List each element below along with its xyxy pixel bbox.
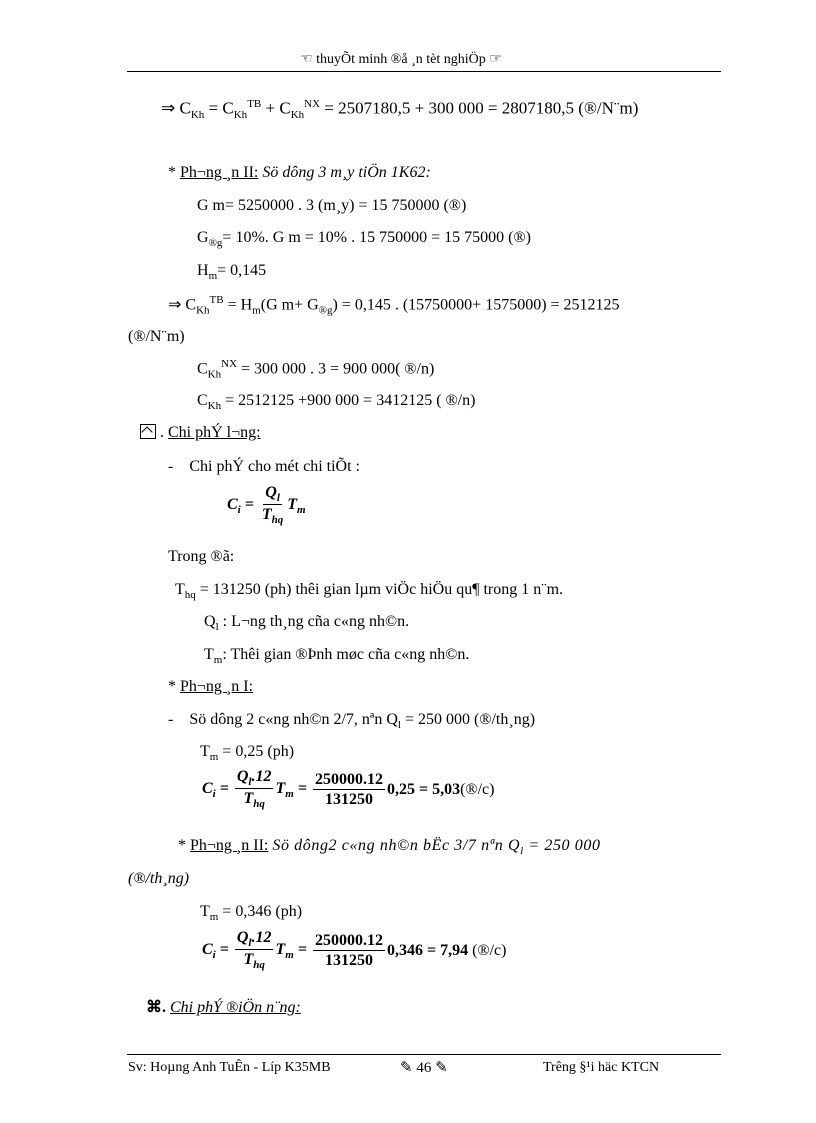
option-2-heading: * Ph¬ng ¸n II: Sö dông 3 m¸y tiÖn 1K62:	[168, 164, 431, 181]
option-1-tm: $T_m = 0,25$ (ph)	[200, 743, 295, 764]
header-rule	[127, 71, 721, 72]
line-ckh: $C_{Kh} = 2512125 +900$ 000 = 3412125 ( ®/n)	[197, 392, 476, 413]
box-arrow-icon	[140, 424, 156, 439]
ornament-left-icon: ✎	[400, 1060, 413, 1076]
option-description: Sö dông 3 m¸y tiÖn 1K62:	[262, 164, 431, 181]
formula-option-1: $C_i$ = $\frac{Q_l.12}{T_{hq}}$ $T_m$ = $\frac{250000.12}{131250}$ 0,25 = 5,03 (®/c)	[202, 768, 495, 811]
option-1-heading: * Ph¬ng ¸n I:	[168, 678, 254, 695]
section-title: Chi phÝ l¬ng:	[168, 424, 261, 441]
line-g-install: $G_{®g}= 10\%$. G m = 10% . 15 750000 = 15 75000 (®)	[197, 229, 531, 250]
option-1-desc: - Sö dông 2 c«ng nh©n 2/7, nªn $Q_l = 250$ 000 (®/th¸ng)	[168, 711, 536, 732]
formula-cost-general: $C_i$ = $\frac{Q_l}{T_{hq}}$ $T_m$	[227, 484, 306, 527]
line-ckh-tb-unit: (®/N¨m)	[128, 328, 185, 345]
def-thq: $T_{hq} = 131250$ (ph) thêi gian lµm viÖc hiÖu qu¶ trong 1 n¨m.	[175, 581, 564, 602]
bullet-cost-per-part: - Chi phÝ cho mét chi tiÕt :	[168, 458, 360, 475]
footer-school: Trêng §¹i häc KTCN	[543, 1060, 660, 1075]
command-icon: ⌘.	[146, 999, 166, 1016]
where-label: Trong ®ã:	[168, 548, 235, 565]
ornament-right-icon: ✎	[435, 1060, 448, 1076]
option-2b-tm: $T_m = 0,346$ (ph)	[200, 903, 303, 924]
def-tm: $T_m$: Thêi gian ®Þnh møc cña c«ng nh©n.	[204, 646, 470, 667]
page-header	[300, 52, 502, 69]
section-salary-heading: . Chi phÝ l¬ng:	[140, 423, 261, 442]
line-hm: $H_m= 0,145$	[197, 262, 267, 283]
option-2b-heading: * Ph¬ng ¸n II: Sö dông2 c«ng nh©n bËc 3/7 nªn $Q_l = 250$ 000	[178, 837, 601, 858]
line-ckh-tb: ⇒ $C_{Kh}^{TB} = H_m(G$ $m+ G_{®g}) = 0,145$ . (15750000+ 1575000) = 2512125	[168, 294, 620, 317]
line-ckh-total: ⇒ $C_{Kh} = C_{Kh}^{TB} + C_{Kh}^{NX} = 2507180,5 + 300$ 000 = 2807180,5 (®/N¨m)	[161, 98, 639, 122]
hand-pointer-right-icon: ☞	[489, 52, 502, 67]
hand-pointer-left-icon: ☜	[300, 52, 313, 67]
formula-option-2: $C_i$ = $\frac{Q_l.12}{T_{hq}}$ $T_m$ = $\frac{250000.12}{131250}$ 0,346 = 7,94 (®/c)	[202, 929, 507, 972]
line-g-machine: G m= 5250000 . 3 (m¸y) = 15 750000 (®)	[197, 197, 467, 214]
footer-page: ✎ 46 ✎	[400, 1060, 448, 1076]
section-electricity-heading: ⌘. Chi phÝ ®iÖn n¨ng:	[146, 999, 301, 1016]
def-ql: $Q_l$ : L¬ng th¸ng cña c«ng nh©n.	[204, 613, 410, 634]
header-title: thuyÕt minh ®å ¸n tèt nghiÖp	[316, 52, 486, 67]
option-label: Ph¬ng ¸n II:	[180, 164, 259, 181]
footer-author: Sv: Hoµng Anh TuÊn - Líp K35MB	[128, 1060, 331, 1075]
option-2b-unit: (®/th¸ng)	[128, 870, 190, 887]
footer-rule	[127, 1054, 721, 1055]
line-ckh-nx: $C_{Kh}^{NX} = 300$ 000 . 3 = 900 000( ®/n)	[197, 358, 435, 381]
